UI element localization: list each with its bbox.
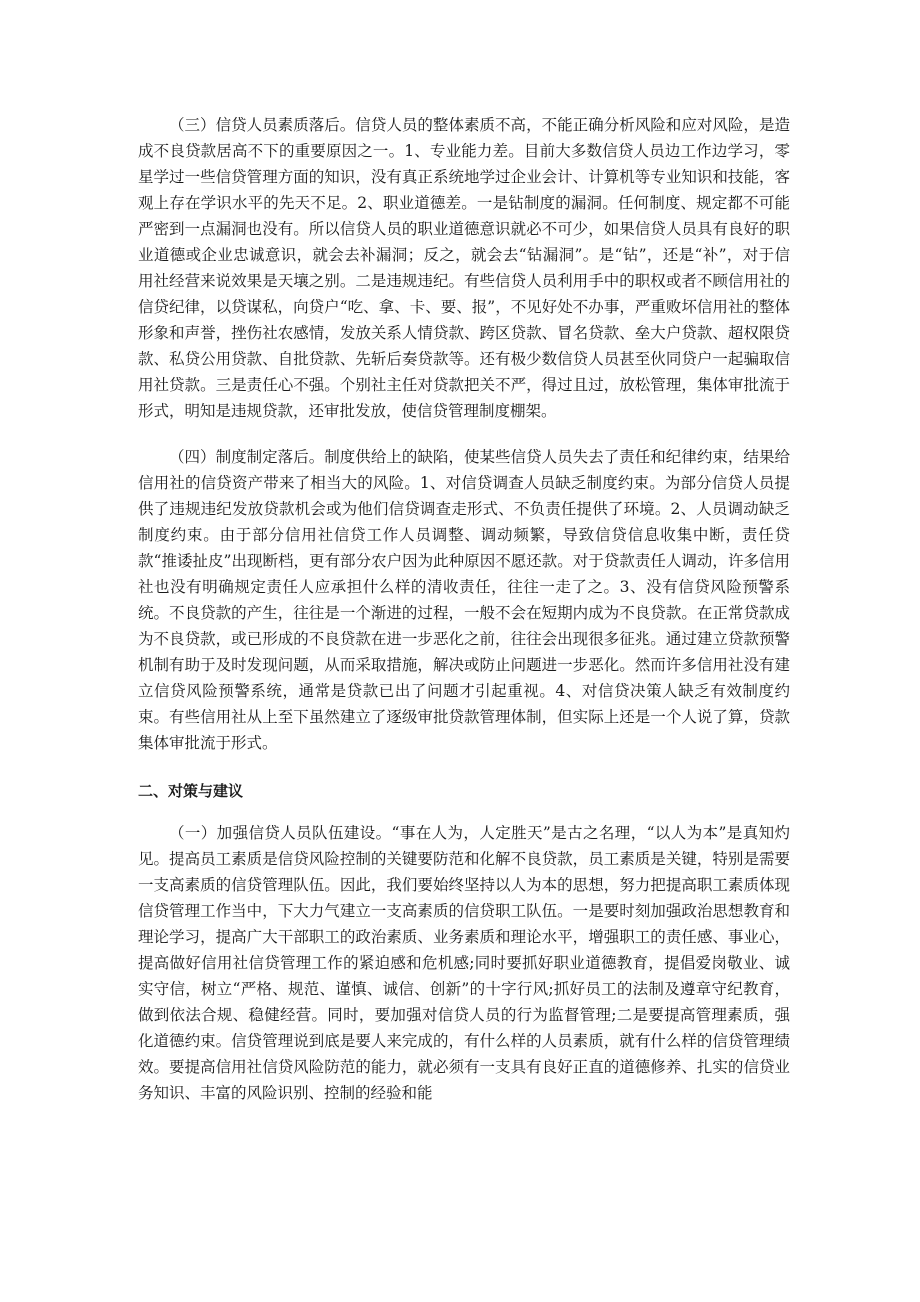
paragraph-credit-staff-quality: （三）信贷人员素质落后。信贷人员的整体素质不高，不能正确分析风险和应对风险，是造成不良贷款居高不下的重要原因之一。1、专业能力差。目前大多数信贷人员边工作边学习，零星学过一些信贷管理方面的知识，没有真正系统地学过企业会计、计算机等专业知识和技能，客观上存在学识水平的先天不足。2、职业道德差。一是钻制度的漏洞。任何制度、规定都不可能严密到一点漏洞也没有。所以信贷人员的职业道德意识就必不可少，如果信贷人员具有良好的职业道德或企业忠诚意识，就会去补漏洞；反之，就会去“钻漏洞”。是“钻”，还是“补”，对于信用社经营来说效果是天壤之别。二是违规违纪。有些信贷人员利用手中的职权或者不顾信用社的信贷纪律，以贷谋私，向贷户“吃、拿、卡、要、报”，不见好处不办事，严重败坏信用社的整体形象和声誉，挫伤社农感情，发放关系人情贷款、跨区贷款、冒名贷款、垒大户贷款、超权限贷款、私贷公用贷款、自批贷款、先斩后奏贷款等。还有极少数信贷人员甚至伙同贷户一起骗取信用社贷款。三是责任心不强。个别社主任对贷款把关不严，得过且过，放松管理，集体审批流于形式，明知是违规贷款，还审批发放，使信贷管理制度棚架。 (138, 116, 790, 420)
paragraph-spacer (138, 424, 790, 444)
section-heading-countermeasures: 二、对策与建议 (138, 782, 244, 800)
heading-spacer-top (138, 756, 790, 778)
document-page (138, 112, 790, 1106)
heading-spacer-bottom (138, 804, 790, 820)
paragraph-staff-building: （一）加强信贷人员队伍建设。“事在人为，人定胜天”是古之名理，“以人为本”是真知灼见。提高员工素质是信贷风险控制的关键要防范和化解不良贷款，员工素质是关键，特别是需要一支高素质的信贷管理队伍。因此，我们要始终坚持以人为本的思想，努力把提高职工素质体现信贷管理工作当中，下大力气建立一支高素质的信贷职工队伍。一是要时刻加强政治思想教育和理论学习，提高广大干部职工的政治素质、业务素质和理论水平，增强职工的责任感、事业心，提高做好信用社信贷管理工作的紧迫感和危机感;同时要抓好职业道德教育，提倡爱岗敬业、诚实守信，树立“严格、规范、谨慎、诚信、创新”的十字行风;抓好员工的法制及遵章守纪教育，做到依法合规、稳健经营。同时，要加强对信贷人员的行为监督管理;二是要提高管理素质，强化道德约束。信贷管理说到底是要人来完成的，有什么样的人员素质，就有什么样的信贷管理绩效。要提高信用社信贷风险防范的能力，就必须有一支具有良好正直的道德修养、扎实的信贷业务知识、丰富的风险识别、控制的经验和能 (138, 824, 790, 1102)
paragraph-system-lag: （四）制度制定落后。制度供给上的缺陷，使某些信贷人员失去了责任和纪律约束，结果给信用社的信贷资产带来了相当大的风险。1、对信贷调查人员缺乏制度约束。为部分信贷人员提供了违规违纪发放贷款机会或为他们信贷调查走形式、不负责任提供了环境。2、人员调动缺乏制度约束。由于部分信用社信贷工作人员调整、调动频繁，导致信贷信息收集中断，责任贷款“推诿扯皮”出现断档，更有部分农户因为此种原因不愿还款。对于贷款责任人调动，许多信用社也没有明确规定责任人应承担什么样的清收责任，往往一走了之。3、没有信贷风险预警系统。不良贷款的产生，往往是一个渐进的过程，一般不会在短期内成为不良贷款。在正常贷款成为不良贷款，或已形成的不良贷款在进一步恶化之前，往往会出现很多征兆。通过建立贷款预警机制有助于及时发现问题，从而采取措施，解决或防止问题进一步恶化。然而许多信用社没有建立信贷风险预警系统，通常是贷款已出了问题才引起重视。4、对信贷决策人缺乏有效制度约束。有些信用社从上至下虽然建立了逐级审批贷款管理体制，但实际上还是一个人说了算，贷款集体审批流于形式。 (138, 448, 790, 752)
